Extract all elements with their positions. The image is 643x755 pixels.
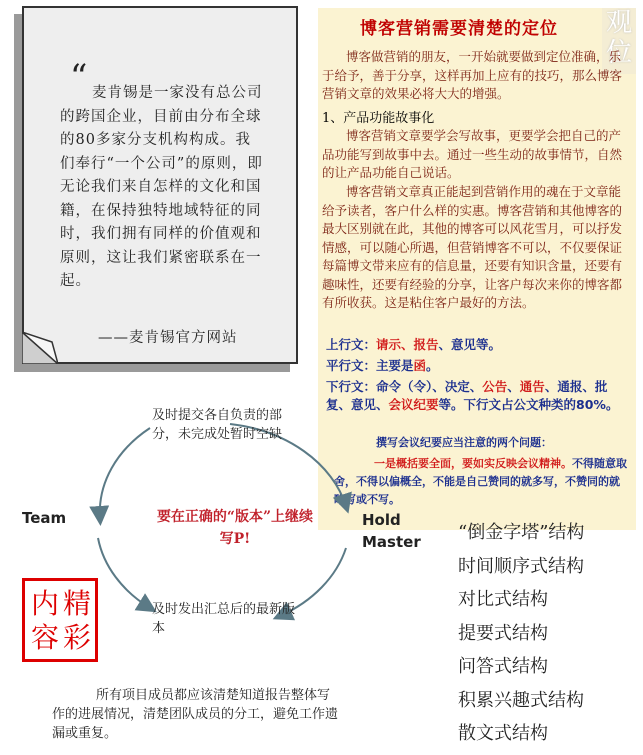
- downward-type-2: 通告: [519, 379, 545, 394]
- cycle-center-text: 要在正确的“版本”上继续写P!: [156, 509, 314, 547]
- article-paragraph-1: 博客做营销的朋友，一开始就要做到定位准确，乐于给予，善于分享，这样再加上应有的技巧，那么博客营销文章的效果必将大大的增强。: [322, 49, 623, 101]
- article-title: 博客营销需要清楚的定位: [360, 19, 558, 39]
- cycle-top-text: 及时提交各自负责的部分，未完成处暂时空缺: [152, 408, 283, 442]
- downward-label: 下行文：命令（令）、决定、: [326, 379, 483, 394]
- downward-mid: 、通报、批复、意见、: [326, 379, 608, 412]
- article-paragraph-3: 博客营销文章真正能起到营销作用的魂在于文章能给予读者，客户什么样的实惠。博客营销和其他博客的最大区别就在此，其他的博客可以风花雪月，可以抒发情感，可以随心所遇，但营销博客不可以，不仅要保证每篇博文带来应有的信息量，还要有知识含量，还要有趣味性，还要有经验的分享，让客户每次来你的博客都有所收获。这是粘住客户最好的方法。: [322, 184, 623, 310]
- minutes-key-point: 一是概括要全面，要如实反映会议精神。: [374, 457, 572, 470]
- article-heading-1: 1、产品功能故事化: [322, 111, 435, 126]
- minutes-title: 撰写会议纪要应当注意的两个问题：: [376, 436, 552, 449]
- downward-type-3: 会议纪要: [388, 397, 439, 412]
- quote-signature: ——麦肯锡官方网站: [98, 330, 238, 346]
- downward-type-1: 公告: [482, 379, 508, 394]
- upward-label: 上行文：: [326, 337, 377, 352]
- structure-item: 提要式结构: [458, 622, 548, 644]
- stamp-char-2: 精: [63, 587, 92, 620]
- upward-rest: 、意见等。: [438, 337, 502, 352]
- structure-item: 对比式结构: [458, 589, 548, 610]
- minutes-text: [334, 455, 630, 509]
- parallel-type: 函: [413, 358, 427, 373]
- article-paragraph-2: 博客营销文章要学会写故事，更要学会把自己的产品功能写到故事中去。通过一些生动的故事情节，自然的让产品功能自己说话。: [322, 128, 623, 180]
- parallel-label: 平行文：主要是: [326, 358, 414, 373]
- watermark: 观位: [602, 8, 636, 74]
- top-arrow: [100, 428, 150, 518]
- structure-item: 问答式结构: [458, 656, 548, 677]
- seal-stamp: [22, 578, 98, 662]
- stamp-char-4: 彩: [63, 621, 92, 654]
- downward-end: 等。下行文占公文种类的80%。: [438, 397, 619, 412]
- minutes-rest: 不得随意取舍，不得以偏概全，不能是自己赞同的就多写，不赞同的就略写或不写。: [334, 457, 627, 506]
- downward-sep: 、: [507, 379, 520, 394]
- upward-types: 请示、报告: [376, 337, 439, 352]
- downward-doc-line: [326, 378, 632, 414]
- parallel-end: 。: [426, 358, 439, 373]
- cycle-bottom-text: 及时发出汇总后的最新版本: [152, 602, 296, 636]
- structure-item: 散文式结构: [458, 723, 548, 744]
- footer-text: 所有项目成员都应该清楚知道报告整体写作的进展情况，清楚团队成员的分工，避免工作遗漏或重复。: [52, 688, 339, 741]
- quote-mark: “: [70, 57, 88, 97]
- quote-text: 麦肯锡是一家没有总公司的跨国企业，目前由分布全球的80多家分支机构构成。我们奉行“一个公司”的原则，即无论我们来自怎样的文化和国籍，在保持独特地域特征的同时，我们拥有同样的价值观和原则，这让我们紧密联系在一起。: [60, 85, 263, 289]
- stamp-char-3: 容: [31, 621, 60, 654]
- stamp-char-1: 内: [31, 587, 60, 620]
- parallel-doc-line: [326, 357, 439, 375]
- hold-master-label: Hold Master: [362, 511, 421, 551]
- structure-list: [458, 516, 584, 751]
- structure-item: 积累兴趣式结构: [458, 689, 584, 711]
- team-label: Team: [22, 509, 67, 527]
- structure-item: 时间顺序式结构: [458, 555, 584, 577]
- folded-corner-icon: [22, 332, 58, 364]
- bottom-left-arrow: [98, 538, 150, 608]
- upward-doc-line: [326, 336, 501, 354]
- structure-item: “倒金字塔”结构: [458, 522, 585, 543]
